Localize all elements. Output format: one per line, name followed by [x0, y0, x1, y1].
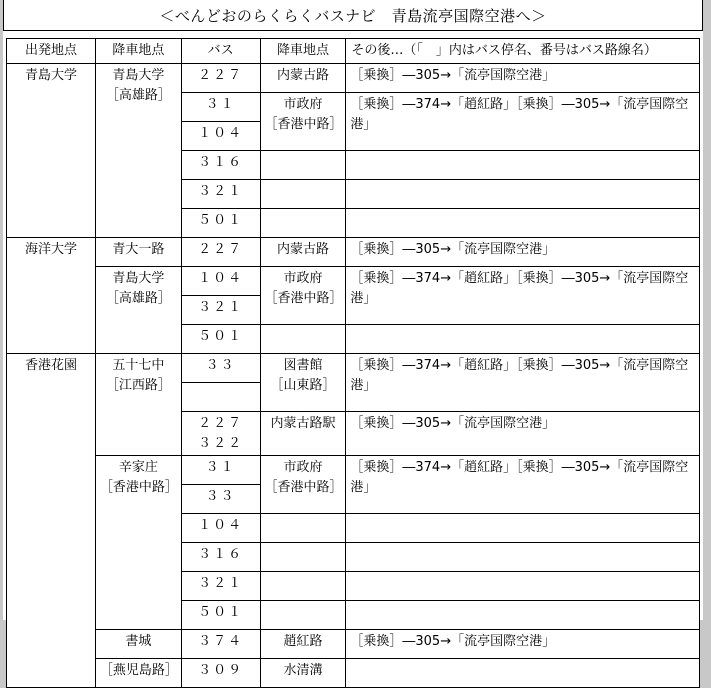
cell-bus-number: ３２１ — [181, 180, 260, 209]
column-header-alighting: 降車地点 — [260, 39, 346, 64]
cell-bus-number-spacer — [181, 383, 260, 412]
cell-after-route-empty — [346, 325, 700, 354]
table-row — [7, 659, 700, 688]
cell-bus-number: １０４ — [181, 514, 260, 543]
cell-bus-number: ３１ — [181, 456, 260, 485]
cell-boarding-stop: 青島大学 ［高雄路］ — [95, 267, 181, 354]
cell-bus-number: １０４ — [181, 122, 260, 151]
cell-start-point: 海洋大学 — [7, 238, 96, 354]
cell-boarding-stop: 辛家庄 ［香港中路］ — [95, 456, 181, 630]
cell-after-route-empty — [346, 151, 700, 180]
cell-bus-number: １０４ — [181, 267, 260, 296]
cell-bus-number: ３１６ — [181, 543, 260, 572]
cell-alighting-stop: 市政府 ［香港中路］ — [260, 456, 346, 514]
cell-bus-number: ３３ — [181, 354, 260, 383]
cell-bus-number: ３２１ — [181, 296, 260, 325]
cell-after-route: ［乗換］―374→「趙紅路」［乗換］―305→「流亭国際空 港」 — [346, 267, 700, 325]
cell-after-route: ［乗換］―374→「趙紅路」［乗換］―305→「流亭国際空 港」 — [346, 354, 700, 412]
cell-bus-number: ５０１ — [181, 601, 260, 630]
cell-alighting-stop: 市政府 ［香港中路］ — [260, 267, 346, 325]
cell-boarding-stop: 青大一路 — [95, 238, 181, 267]
cell-after-route: ［乗換］―374→「趙紅路」［乗換］―305→「流亭国際空 港」 — [346, 456, 700, 514]
table-row — [7, 456, 700, 485]
cell-bus-number: ３１ — [181, 93, 260, 122]
cell-after-route: ［乗換］―305→「流亭国際空港」 — [346, 412, 700, 456]
cell-bus-number: ３０９ — [181, 659, 260, 688]
cell-bus-number: ２２７ ３２２ — [181, 412, 260, 456]
cell-bus-number: ３１６ — [181, 151, 260, 180]
column-header-after: その後…（「 」内はバス停名、番号はバス路線名） — [346, 39, 700, 64]
cell-after-route-empty — [346, 180, 700, 209]
cell-alighting-stop: 図書館 ［山東路］ — [260, 354, 346, 412]
cell-start-point: 青島大学 — [7, 64, 96, 238]
cell-boarding-stop: 青島大学 ［高雄路］ — [95, 64, 181, 238]
cell-boarding-stop: 書城 — [95, 630, 181, 659]
column-header-bus: バス — [181, 39, 260, 64]
cell-alighting-stop-empty — [260, 325, 346, 354]
cell-after-route — [346, 659, 700, 688]
cell-after-route-empty — [346, 514, 700, 543]
document-page — [3, 0, 703, 678]
page-title: ＜べんどおのらくらくバスナビ 青島流亭国際空港へ＞ — [159, 6, 547, 25]
cell-alighting-stop: 内蒙古路 — [260, 238, 346, 267]
cell-alighting-stop: 趙紅路 — [260, 630, 346, 659]
cell-alighting-stop-empty — [260, 514, 346, 543]
cell-bus-number: ５０１ — [181, 325, 260, 354]
cell-alighting-stop-empty — [260, 151, 346, 180]
cell-alighting-stop: 市政府 ［香港中路］ — [260, 93, 346, 151]
cell-after-route: ［乗換］―374→「趙紅路」［乗換］―305→「流亭国際空 港」 — [346, 93, 700, 151]
document-title-bar — [3, 0, 703, 31]
cell-alighting-stop: 内蒙古路駅 — [260, 412, 346, 456]
table-header-row — [7, 39, 700, 64]
cell-bus-number: ３７４ — [181, 630, 260, 659]
cell-alighting-stop: 内蒙古路 — [260, 64, 346, 93]
cell-start-point: 香港花園 — [7, 354, 96, 688]
cell-bus-number: ３２１ — [181, 572, 260, 601]
column-header-boarding: 降車地点 — [95, 39, 181, 64]
table-row — [7, 64, 700, 93]
bus-navigation-table — [6, 38, 700, 688]
cell-alighting-stop-empty — [260, 601, 346, 630]
cell-boarding-stop: ［燕児島路］ — [95, 659, 181, 688]
table-row — [7, 267, 700, 296]
cell-alighting-stop-empty — [260, 543, 346, 572]
cell-alighting-stop-empty — [260, 572, 346, 601]
cell-alighting-stop-empty — [260, 209, 346, 238]
cell-after-route-empty — [346, 572, 700, 601]
table-row — [7, 630, 700, 659]
cell-bus-number: ２２７ — [181, 64, 260, 93]
table-row — [7, 354, 700, 383]
cell-bus-number: ２２７ — [181, 238, 260, 267]
cell-boarding-stop: 五十七中 ［江西路］ — [95, 354, 181, 456]
cell-alighting-stop: 水清溝 — [260, 659, 346, 688]
cell-bus-number: ３３ — [181, 485, 260, 514]
cell-after-route: ［乗換］―305→「流亭国際空港」 — [346, 64, 700, 93]
cell-after-route-empty — [346, 601, 700, 630]
table-row — [7, 238, 700, 267]
cell-after-route: ［乗換］―305→「流亭国際空港」 — [346, 238, 700, 267]
cell-after-route-empty — [346, 209, 700, 238]
cell-after-route-empty — [346, 543, 700, 572]
cell-after-route: ［乗換］―305→「流亭国際空港」 — [346, 630, 700, 659]
column-header-start: 出発地点 — [7, 39, 96, 64]
cell-alighting-stop-empty — [260, 180, 346, 209]
cell-bus-number: ５０１ — [181, 209, 260, 238]
